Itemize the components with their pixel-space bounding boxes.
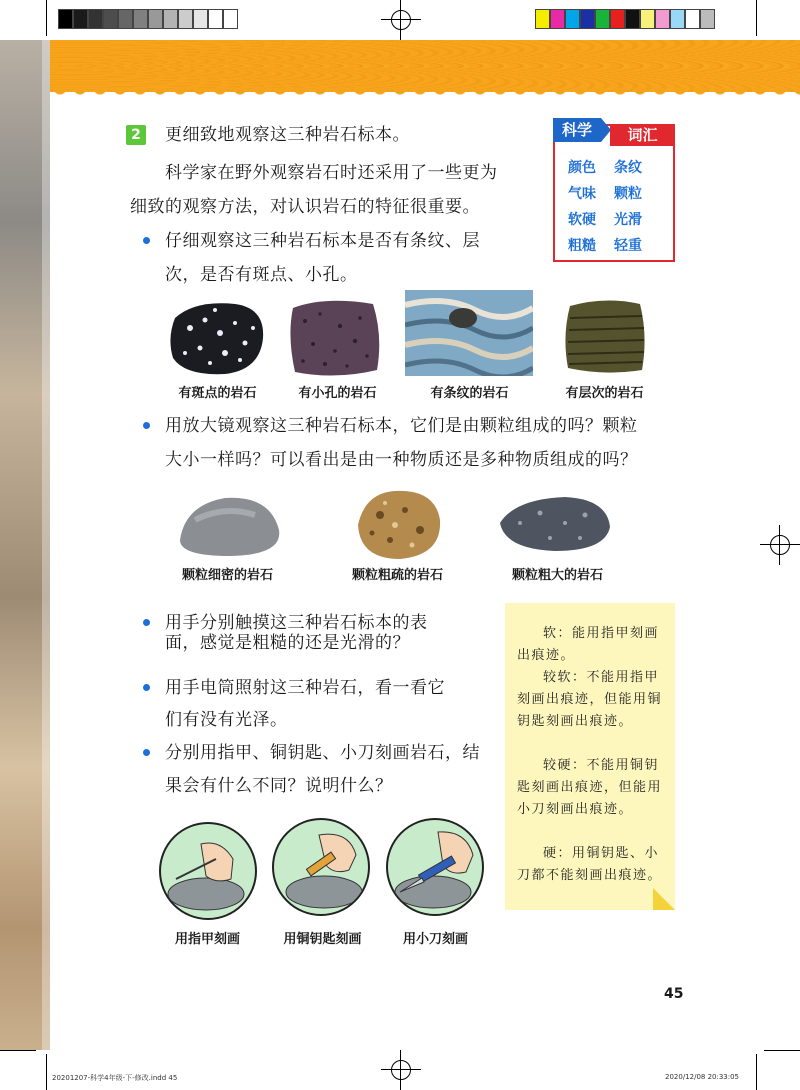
- vocab-word: 颜色: [568, 160, 596, 176]
- crop-mark: [756, 1054, 757, 1090]
- crop-mark: [764, 1050, 800, 1051]
- crop-mark: [46, 0, 47, 36]
- layered-rock-image: [560, 296, 650, 376]
- bullet-1-line-1: 仔细观察这三种岩石标本是否有条纹、层: [165, 231, 480, 251]
- caption-layered-rock: 有层次的岩石: [565, 386, 644, 401]
- knife-scratch-illustration: [386, 818, 484, 916]
- intro-line-2: 细致的观察方法，对认识岩石的特征很重要。: [130, 197, 480, 217]
- orange-header-band: [50, 40, 800, 92]
- crop-mark: [46, 1054, 47, 1090]
- bullet-5-line-2: 果会有什么不同？说明什么？: [165, 776, 393, 796]
- caption-fingernail-scratch: 用指甲刻画: [174, 932, 240, 947]
- coarse-grained-rock-image: [350, 485, 445, 563]
- vocab-word: 粗糙: [568, 238, 596, 254]
- registration-mark-top: [381, 0, 421, 40]
- bullet-dot: [143, 684, 150, 691]
- vocab-word: 软硬: [568, 212, 596, 228]
- vocab-word: 光滑: [614, 212, 642, 228]
- crop-mark: [0, 1050, 36, 1051]
- crop-mark: [756, 0, 757, 36]
- science-vocabulary-box: [553, 121, 675, 262]
- note-hard: 硬：用铜钥匙、小刀都不能刻画出痕迹。: [517, 846, 663, 883]
- bullet-dot: [143, 237, 150, 244]
- step-title: 更细致地观察这三种岩石标本。: [165, 125, 410, 145]
- caption-large-grained-rock: 颗粒粗大的岩石: [511, 568, 603, 583]
- porous-rock-image: [285, 296, 385, 380]
- rock-photo-strip: [0, 40, 50, 1050]
- vocab-word-list: [568, 158, 660, 256]
- striped-rock-image: [405, 290, 533, 376]
- fine-grained-rock-image: [175, 490, 285, 560]
- note-fairly-soft: 较软：不能用指甲刻画出痕迹，但能用铜钥匙刻画出痕迹。: [517, 670, 663, 729]
- large-grained-rock-image: [495, 493, 615, 555]
- vocab-word: 气味: [568, 186, 596, 202]
- grayscale-calibration-bar: [58, 9, 238, 29]
- bullet-3-line-2: 面，感觉是粗糙的还是光滑的？: [165, 633, 410, 653]
- step-number-badge: 2: [126, 125, 146, 145]
- vocab-word: 颗粒: [614, 186, 642, 202]
- copper-key-scratch-illustration: [272, 818, 370, 916]
- bullet-2-line-2: 大小一样吗？可以看出是由一种物质还是多种物质组成的吗？: [165, 450, 638, 470]
- registration-mark-bottom: [381, 1050, 421, 1090]
- page-number: 45: [664, 986, 684, 1002]
- fingernail-scratch-illustration: [159, 822, 257, 920]
- caption-copper-key-scratch: 用铜钥匙刻画: [283, 932, 362, 947]
- bullet-2-line-1: 用放大镜观察这三种岩石标本，它们是由颗粒组成的吗？颗粒: [165, 416, 638, 436]
- bullet-4-line-1: 用手电筒照射这三种岩石，看一看它: [165, 678, 445, 698]
- vocab-word: 轻重: [614, 238, 642, 254]
- note-soft: 软：能用指甲刻画出痕迹。: [517, 626, 660, 663]
- bullet-1-line-2: 次，是否有斑点、小孔。: [165, 265, 358, 285]
- caption-spotted-rock: 有斑点的岩石: [178, 386, 257, 401]
- footer-timestamp: 2020/12/08 20:33:05: [665, 1073, 740, 1081]
- spotted-rock-image: [165, 298, 270, 378]
- caption-knife-scratch: 用小刀刻画: [402, 932, 468, 947]
- bullet-dot: [143, 422, 150, 429]
- footer-file-info: 20201207-科学4年级-下-修改.indd 45: [52, 1074, 178, 1082]
- caption-porous-rock: 有小孔的岩石: [298, 386, 377, 401]
- intro-line-1: 科学家在野外观察岩石时还采用了一些更为: [165, 163, 498, 183]
- color-calibration-bar: [535, 9, 715, 29]
- caption-fine-grained-rock: 颗粒细密的岩石: [181, 568, 273, 583]
- bullet-3-line-1: 用手分别触摸这三种岩石标本的表: [165, 613, 428, 633]
- bullet-dot: [143, 749, 150, 756]
- bullet-5-line-1: 分别用指甲、铜钥匙、小刀刻画岩石，结: [165, 743, 480, 763]
- bullet-4-line-2: 们有没有光泽。: [165, 710, 288, 730]
- registration-mark-right: [760, 525, 800, 565]
- vocab-word: 条纹: [614, 160, 642, 176]
- vocab-tab-words: 词汇: [610, 124, 675, 146]
- caption-coarse-grained-rock: 颗粒粗疏的岩石: [351, 568, 443, 583]
- caption-striped-rock: 有条纹的岩石: [430, 386, 509, 401]
- vocab-tab-science: 科学: [553, 118, 601, 142]
- bullet-dot: [143, 619, 150, 626]
- hardness-note-box: [505, 603, 675, 910]
- note-fairly-hard: 较硬：不能用铜钥匙刻画出痕迹，但能用小刀刻画出痕迹。: [517, 758, 663, 817]
